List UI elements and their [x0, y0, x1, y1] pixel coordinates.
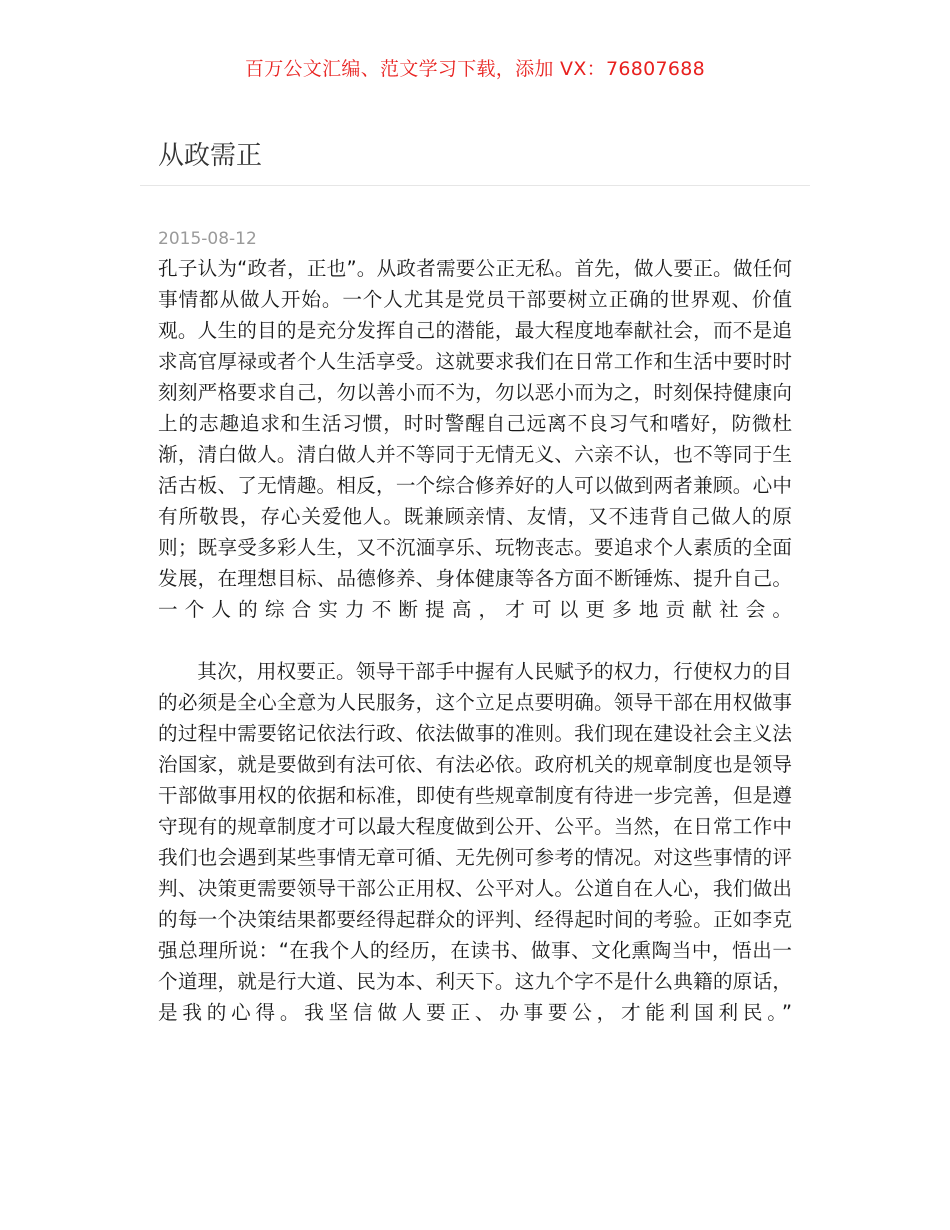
paragraph-upright-power: 其次，用权要正。领导干部手中握有人民赋予的权力，行使权力的目的必须是全心全意为人民服务，这个立足点要明确。领导干部在用权做事的过程中需要铭记依法行政、依法做事的准则。我们现在建设社会主义法治国家，就是要做到有法可依、有法必依。政府机关的规章制度也是领导干部做事用权的依据和标准，即使有些规章制度有待进一步完善，但是遵守现有的规章制度才可以最大程度做到公开、公平。当然，在日常工作中我们也会遇到某些事情无章可循、无先例可参考的情况。对这些事情的评判、决策更需要领导干部公正用权、公平对人。公道自在人心，我们做出的每一个决策结果都要经得起群众的评判、经得起时间的考验。正如李克强总理所说：“在我个人的经历，在读书、做事、文化熏陶当中，悟出一个道理，就是行大道、民为本、利天下。这九个字不是什么典籍的原话，是我的心得。我坚信做人要正、办事要公，才能利国利民。” — [158, 660, 792, 1024]
article-body — [158, 253, 792, 1028]
article-title: 从政需正 — [158, 141, 263, 171]
paragraph-upright-person: 孔子认为“政者，正也”。从政者需要公正无私。首先，做人要正。做任何事情都从做人开始。一个人尤其是党员干部要树立正确的世界观、价值观。人生的目的是充分发挥自己的潜能，最大程度地奉献社会，而不是追求高官厚禄或者个人生活享受。这就要求我们在日常工作和生活中要时时刻刻严格要求自己，勿以善小而不为，勿以恶小而为之，时刻保持健康向上的志趣追求和生活习惯，时时警醒自己远离不良习气和嗜好，防微杜渐，清白做人。清白做人并不等同于无情无义、六亲不认，也不等同于生活古板、了无情趣。相反，一个综合修养好的人可以做到两者兼顾。心中有所敬畏，存心关爱他人。既兼顾亲情、友情，又不违背自己做人的原则；既享受多彩人生，又不沉湎享乐、玩物丧志。要追求个人素质的全面发展，在理想目标、品德修养、身体健康等各方面不断锤炼、提升自己。一个人的综合实力不断提高，才可以更多地贡献社会。 — [158, 257, 792, 621]
paragraph-gap — [158, 625, 792, 656]
title-divider — [140, 185, 810, 186]
article-date: 2015-08-12 — [158, 229, 257, 249]
download-banner: 百万公文汇编、范文学习下载，添加 VX：76807688 — [244, 58, 706, 80]
